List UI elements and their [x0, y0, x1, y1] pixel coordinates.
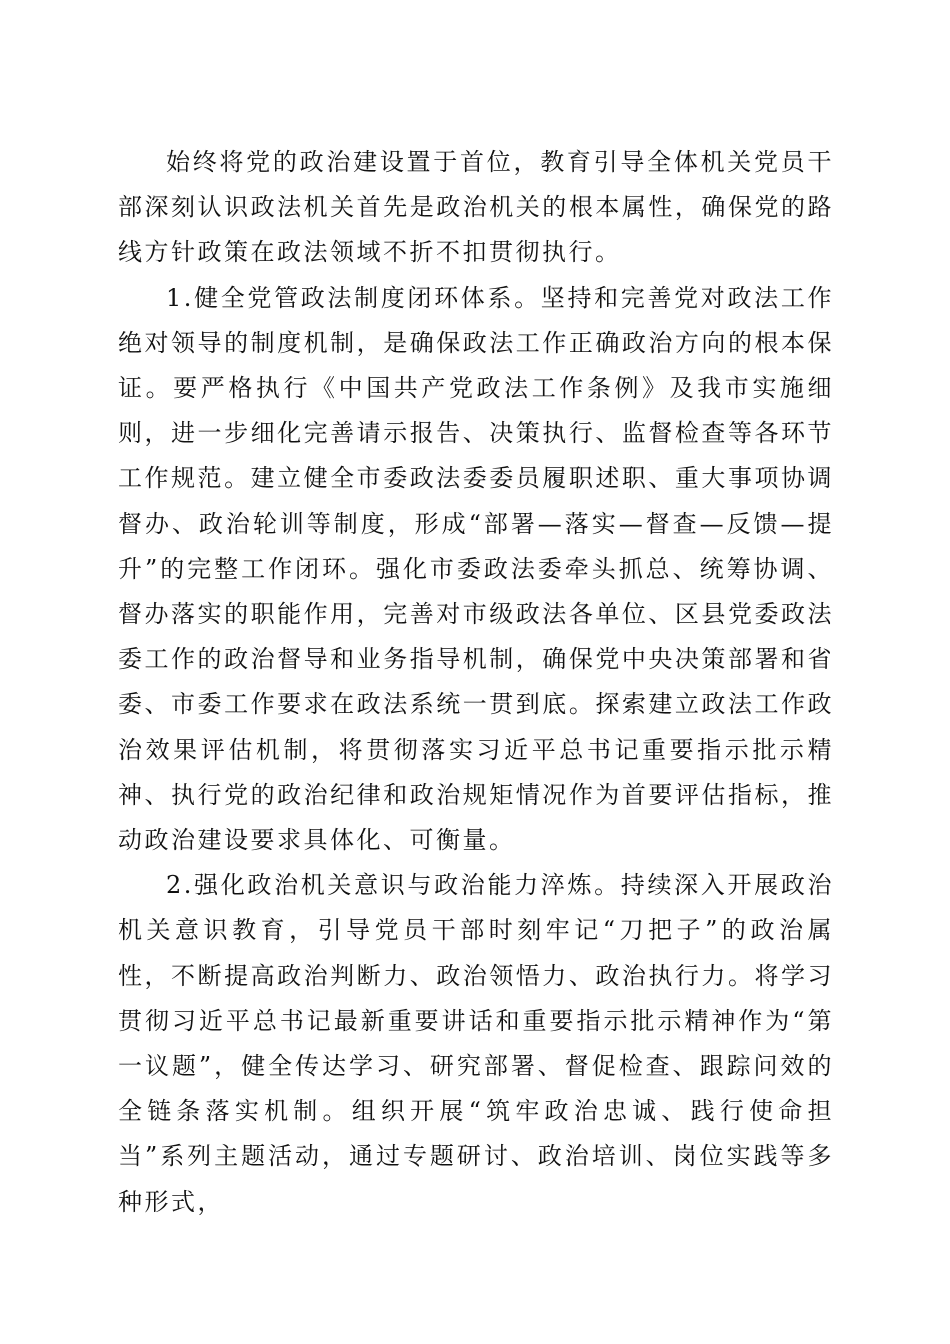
- paragraph-item-2: 2.强化政治机关意识与政治能力淬炼。持续深入开展政治机关意识教育，引导党员干部时刻牢记“刀把子”的政治属性，不断提高政治判断力、政治领悟力、政治执行力。将学习贯彻习近平总书记最新重要讲话和重要指示批示精神作为“第一议题”，健全传达学习、研究部署、督促检查、跟踪问效的全链条落实机制。组织开展“筑牢政治忠诚、践行使命担当”系列主题活动，通过专题研讨、政治培训、岗位实践等多种形式，: [118, 871, 834, 1216]
- paragraph-item-1: 1.健全党管政法制度闭环体系。坚持和完善党对政法工作绝对领导的制度机制，是确保政法工作正确政治方向的根本保证。要严格执行《中国共产党政法工作条例》及我市实施细则，进一步细化完善请示报告、决策执行、监督检查等各环节工作规范。建立健全市委政法委委员履职述职、重大事项协调督办、政治轮训等制度，形成“部署—落实—督查—反馈—提升”的完整工作闭环。强化市委政法委牵头抓总、统筹协调、督办落实的职能作用，完善对市级政法各单位、区县党委政法委工作的政治督导和业务指导机制，确保党中央决策部署和省委、市委工作要求在政法系统一贯到底。探索建立政法工作政治效果评估机制，将贯彻落实习近平总书记重要指示批示精神、执行党的政治纪律和政治规矩情况作为首要评估指标，推动政治建设要求具体化、可衡量。: [118, 283, 834, 855]
- paragraph-intro: 始终将党的政治建设置于首位，教育引导全体机关党员干部深刻认识政法机关首先是政治机关的根本属性，确保党的路线方针政策在政法领域不折不扣贯彻执行。: [118, 148, 834, 267]
- document-body: [118, 140, 834, 1225]
